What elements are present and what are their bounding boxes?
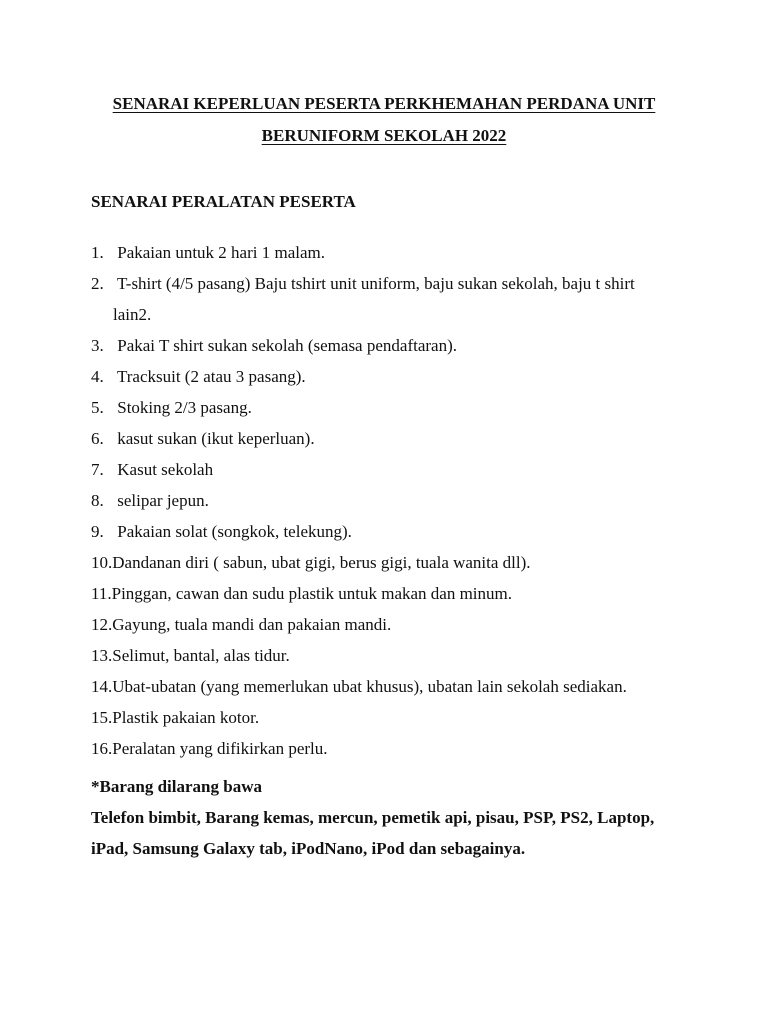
list-item <box>91 423 691 454</box>
list-item-text: T-shirt (4/5 pasang) Baju tshirt unit uniform, baju sukan sekolah, baju t shirt <box>116 274 635 293</box>
list-item-number: 7. <box>91 460 104 479</box>
list-item-text: Gayung, tuala mandi dan pakaian mandi. <box>112 615 392 634</box>
list-item-text: Pakaian untuk 2 hari 1 malam. <box>117 243 325 262</box>
list-item-number: 9. <box>91 522 104 541</box>
list-item-number: 14. <box>91 677 113 696</box>
equipment-list <box>91 237 691 764</box>
list-item <box>91 547 691 578</box>
list-item-text: Tracksuit (2 atau 3 pasang). <box>116 367 306 386</box>
list-item <box>91 361 691 392</box>
prohibited-list-line-1: Telefon bimbit, Barang kemas, mercun, pemetik api, pisau, PSP, PS2, Laptop, <box>91 808 655 827</box>
list-item-text: Kasut sekolah <box>117 460 214 479</box>
prohibited-heading: *Barang dilarang bawa <box>91 777 262 796</box>
document-title-line-1: SENARAI KEPERLUAN PESERTA PERKHEMAHAN PERDANA UNIT <box>112 94 656 113</box>
list-item-number: 16. <box>91 739 113 758</box>
list-item <box>91 578 691 609</box>
list-item-text: selipar jepun. <box>117 491 209 510</box>
list-item-number: 3. <box>91 336 104 355</box>
list-item-text: Pakaian solat (songkok, telekung). <box>117 522 352 541</box>
list-item <box>91 609 691 640</box>
list-item <box>91 330 691 361</box>
list-item-text: Pakai T shirt sukan sekolah (semasa pendaftaran). <box>117 336 457 355</box>
list-item-text: Stoking 2/3 pasang. <box>117 398 252 417</box>
list-item <box>91 702 691 733</box>
list-item-text-continued: lain2. <box>113 305 152 324</box>
list-item-text: Selimut, bantal, alas tidur. <box>112 646 290 665</box>
list-item <box>91 516 691 547</box>
list-item-number: 12. <box>91 615 113 634</box>
list-item-text: Plastik pakaian kotor. <box>112 708 260 727</box>
list-item-number: 13. <box>91 646 113 665</box>
list-item-number: 1. <box>91 243 104 262</box>
list-item-number: 2. <box>91 274 104 293</box>
list-item <box>91 733 691 764</box>
list-item-number: 8. <box>91 491 104 510</box>
list-item-text: Dandanan diri ( sabun, ubat gigi, berus gigi, tuala wanita dll). <box>112 553 531 572</box>
document-title-line-2: BERUNIFORM SEKOLAH 2022 <box>261 126 507 145</box>
list-item-number: 6. <box>91 429 104 448</box>
list-item-number: 10. <box>91 553 113 572</box>
list-item-text: kasut sukan (ikut keperluan). <box>117 429 315 448</box>
section-heading: SENARAI PERALATAN PESERTA <box>91 192 356 211</box>
list-item <box>91 392 691 423</box>
list-item-text: Pinggan, cawan dan sudu plastik untuk makan dan minum. <box>111 584 513 603</box>
list-item-text: Peralatan yang difikirkan perlu. <box>112 739 328 758</box>
list-item <box>91 485 691 516</box>
list-item <box>91 268 691 330</box>
list-item-number: 4. <box>91 367 104 386</box>
list-item <box>91 640 691 671</box>
list-item <box>91 671 691 702</box>
list-item-number: 15. <box>91 708 113 727</box>
list-item <box>91 237 691 268</box>
prohibited-items-notice <box>91 771 691 864</box>
prohibited-list-line-2: iPad, Samsung Galaxy tab, iPodNano, iPod dan sebagainya. <box>91 839 526 858</box>
list-item-number: 5. <box>91 398 104 417</box>
list-item-text: Ubat-ubatan (yang memerlukan ubat khusus), ubatan lain sekolah sediakan. <box>112 677 627 696</box>
list-item <box>91 454 691 485</box>
list-item-number: 11. <box>91 584 112 603</box>
